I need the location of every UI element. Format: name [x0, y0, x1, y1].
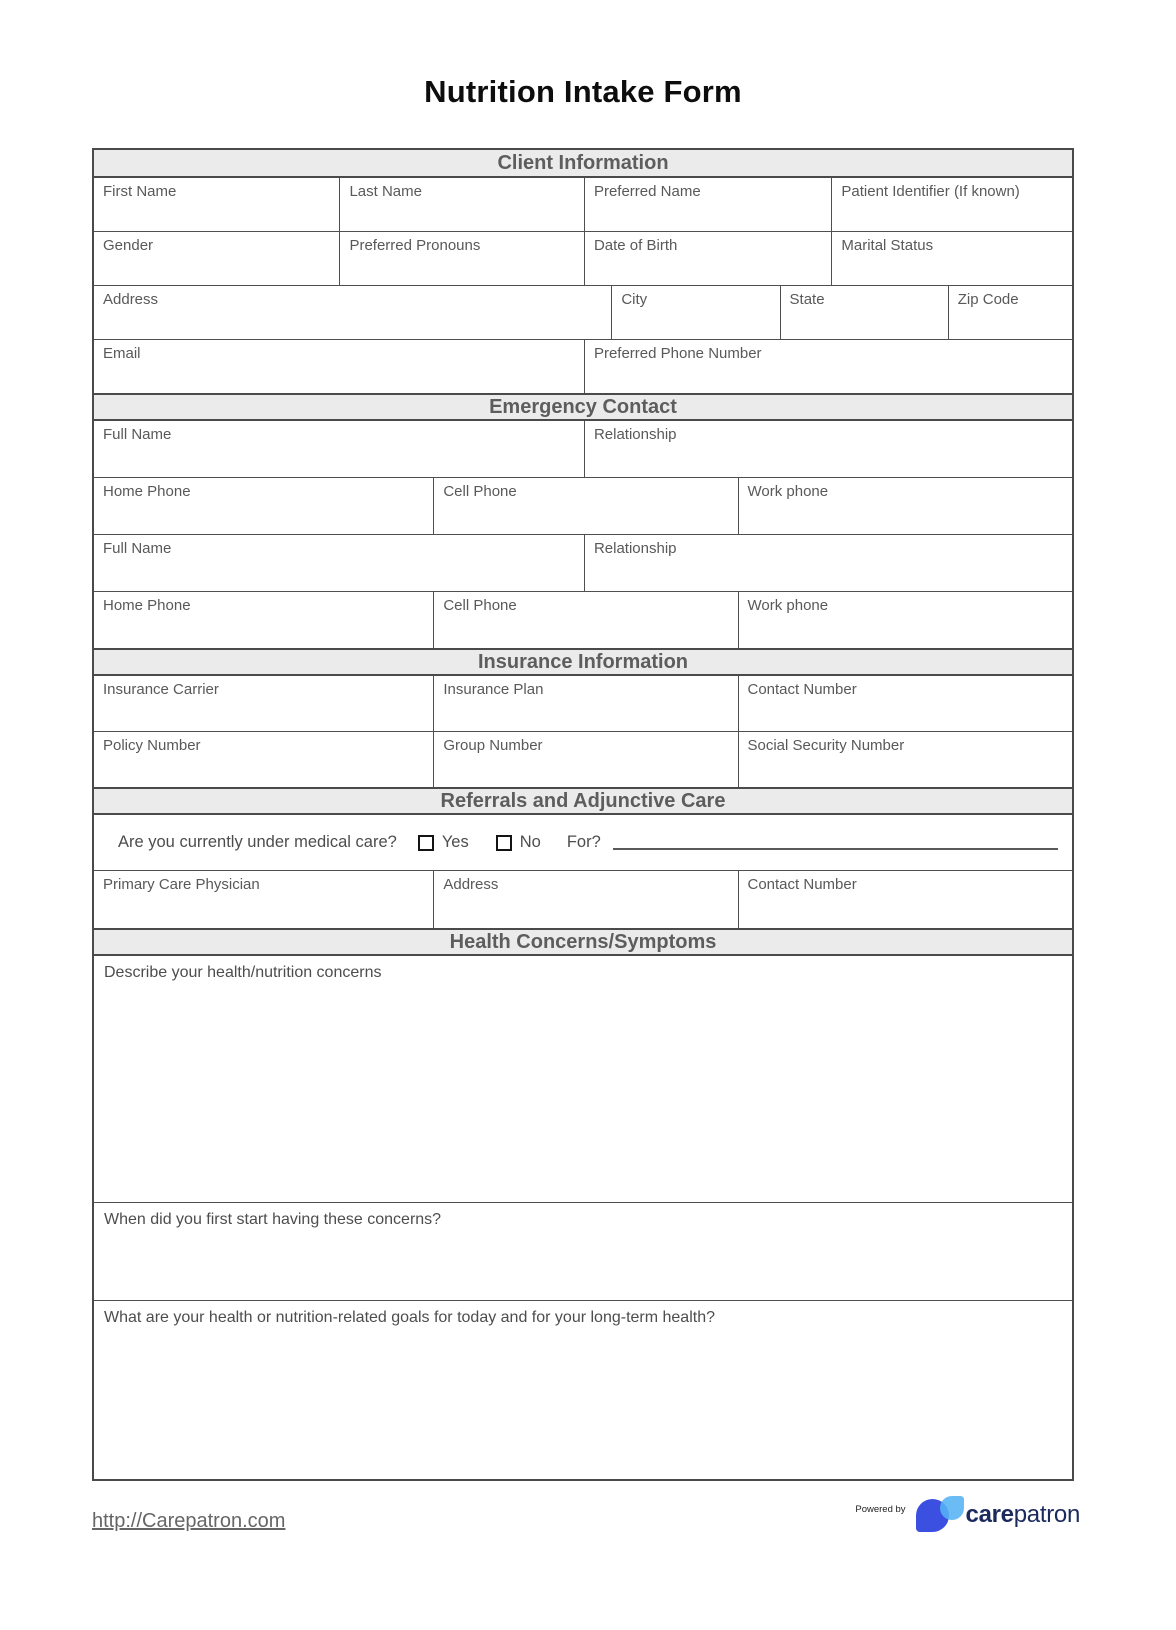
first-name-label: First Name	[103, 183, 177, 200]
preferred-name-field[interactable]	[585, 178, 832, 232]
ec2-work-phone-label: Work phone	[747, 597, 829, 614]
page-title: Nutrition Intake Form	[424, 74, 742, 109]
ec2-home-phone-label: Home Phone	[103, 597, 191, 614]
insurance-contact-number-field[interactable]	[739, 676, 1072, 732]
client-row-4	[94, 340, 1072, 394]
social-security-number-field[interactable]	[739, 732, 1072, 788]
patient-identifier-label: Patient Identifier (If known)	[841, 183, 1020, 200]
health-concerns-describe-label: Describe your health/nutrition concerns	[104, 964, 382, 981]
carepatron-link[interactable]: http://Carepatron.com	[92, 1510, 286, 1532]
wordmark-care: care	[965, 1501, 1014, 1528]
client-row-2	[94, 232, 1072, 286]
ec2-work-phone-field[interactable]	[739, 592, 1072, 649]
ec1-home-phone-field[interactable]	[94, 478, 434, 535]
address-field[interactable]	[94, 286, 612, 340]
zip-code-field[interactable]	[949, 286, 1072, 340]
insurance-plan-label: Insurance Plan	[443, 681, 544, 698]
marital-status-field[interactable]	[832, 232, 1072, 286]
patient-identifier-field[interactable]	[832, 178, 1072, 232]
insurance-carrier-label: Insurance Carrier	[103, 681, 219, 698]
emergency-contact-2-phone-row	[94, 592, 1072, 649]
ec1-cell-phone-label: Cell Phone	[443, 483, 517, 500]
carepatron-brand	[855, 1496, 1080, 1532]
carepatron-logo-icon	[916, 1496, 964, 1532]
client-row-3	[94, 286, 1072, 340]
ec2-full-name-field[interactable]	[94, 535, 585, 592]
preferred-phone-field[interactable]	[585, 340, 1072, 394]
ec1-work-phone-field[interactable]	[739, 478, 1072, 535]
city-label: City	[621, 291, 648, 308]
ec1-cell-phone-field[interactable]	[434, 478, 738, 535]
section-header-insurance-information: Insurance Information	[94, 648, 1072, 676]
physician-address-field[interactable]	[434, 871, 738, 929]
insurance-carrier-field[interactable]	[94, 676, 434, 732]
ec2-cell-phone-label: Cell Phone	[443, 597, 517, 614]
client-row-1	[94, 178, 1072, 232]
policy-number-label: Policy Number	[103, 737, 201, 754]
health-concerns-describe-field[interactable]	[94, 956, 1072, 1203]
ec1-relationship-field[interactable]	[585, 421, 1072, 478]
ec2-full-name-label: Full Name	[103, 540, 172, 557]
preferred-name-label: Preferred Name	[593, 183, 701, 200]
address-label: Address	[103, 291, 159, 308]
emergency-contact-1-phone-row	[94, 478, 1072, 535]
insurance-plan-field[interactable]	[434, 676, 738, 732]
ec2-relationship-label: Relationship	[593, 540, 677, 557]
group-number-label: Group Number	[443, 737, 543, 754]
health-concerns-when-field[interactable]	[94, 1203, 1072, 1301]
intake-form	[92, 148, 1074, 1481]
first-name-field[interactable]	[94, 178, 340, 232]
email-label: Email	[103, 345, 141, 362]
email-field[interactable]	[94, 340, 585, 394]
medical-care-question-row	[94, 815, 1072, 871]
preferred-pronouns-field[interactable]	[340, 232, 585, 286]
ec1-full-name-field[interactable]	[94, 421, 585, 478]
referrals-provider-row	[94, 871, 1072, 929]
group-number-field[interactable]	[434, 732, 738, 788]
ec2-cell-phone-field[interactable]	[434, 592, 738, 649]
physician-contact-number-field[interactable]	[739, 871, 1072, 929]
emergency-contact-2-name-row	[94, 535, 1072, 592]
ec1-work-phone-label: Work phone	[747, 483, 829, 500]
insurance-row-1	[94, 676, 1072, 732]
section-header-referrals: Referrals and Adjunctive Care	[94, 787, 1072, 815]
physician-contact-number-label: Contact Number	[747, 876, 857, 893]
city-field[interactable]	[612, 286, 780, 340]
emergency-contact-1-name-row	[94, 421, 1072, 478]
ec1-relationship-label: Relationship	[593, 426, 677, 443]
ec2-relationship-field[interactable]	[585, 535, 1072, 592]
date-of-birth-label: Date of Birth	[593, 237, 678, 254]
ec2-home-phone-field[interactable]	[94, 592, 434, 649]
primary-care-physician-field[interactable]	[94, 871, 434, 929]
physician-address-label: Address	[443, 876, 499, 893]
health-goals-field[interactable]	[94, 1301, 1072, 1479]
date-of-birth-field[interactable]	[585, 232, 832, 286]
marital-status-label: Marital Status	[841, 237, 934, 254]
ec1-home-phone-label: Home Phone	[103, 483, 191, 500]
gender-field[interactable]	[94, 232, 340, 286]
yes-label: Yes	[441, 833, 469, 851]
insurance-contact-number-label: Contact Number	[747, 681, 857, 698]
health-goals-label: What are your health or nutrition-related goals for today and for your long-term health?	[104, 1309, 715, 1326]
zip-code-label: Zip Code	[957, 291, 1019, 308]
health-concerns-when-label: When did you first start having these concerns?	[104, 1211, 442, 1228]
medical-care-question: Are you currently under medical care?	[118, 833, 397, 851]
section-header-emergency-contact: Emergency Contact	[94, 393, 1072, 421]
logo-light-blob	[940, 1496, 964, 1520]
medical-care-no-checkbox[interactable]	[496, 835, 512, 851]
state-field[interactable]	[781, 286, 949, 340]
state-label: State	[789, 291, 825, 308]
medical-care-for-answer-line[interactable]	[613, 836, 1058, 850]
medical-care-yes-checkbox[interactable]	[418, 835, 434, 851]
last-name-label: Last Name	[349, 183, 422, 200]
carepatron-wordmark	[966, 1501, 1080, 1529]
section-header-client-information: Client Information	[94, 150, 1072, 178]
primary-care-physician-label: Primary Care Physician	[103, 876, 260, 893]
page-footer	[92, 1496, 1080, 1533]
wordmark-patron: patron	[1013, 1501, 1080, 1528]
section-header-health-concerns: Health Concerns/Symptoms	[94, 928, 1072, 956]
policy-number-field[interactable]	[94, 732, 434, 788]
ec1-full-name-label: Full Name	[103, 426, 172, 443]
last-name-field[interactable]	[340, 178, 585, 232]
gender-label: Gender	[103, 237, 154, 254]
insurance-row-2	[94, 732, 1072, 788]
no-label: No	[519, 833, 541, 851]
preferred-phone-label: Preferred Phone Number	[593, 345, 762, 362]
for-label: For?	[566, 833, 601, 851]
preferred-pronouns-label: Preferred Pronouns	[349, 237, 481, 254]
social-security-number-label: Social Security Number	[747, 737, 905, 754]
powered-by-label: Powered by	[855, 1504, 906, 1515]
